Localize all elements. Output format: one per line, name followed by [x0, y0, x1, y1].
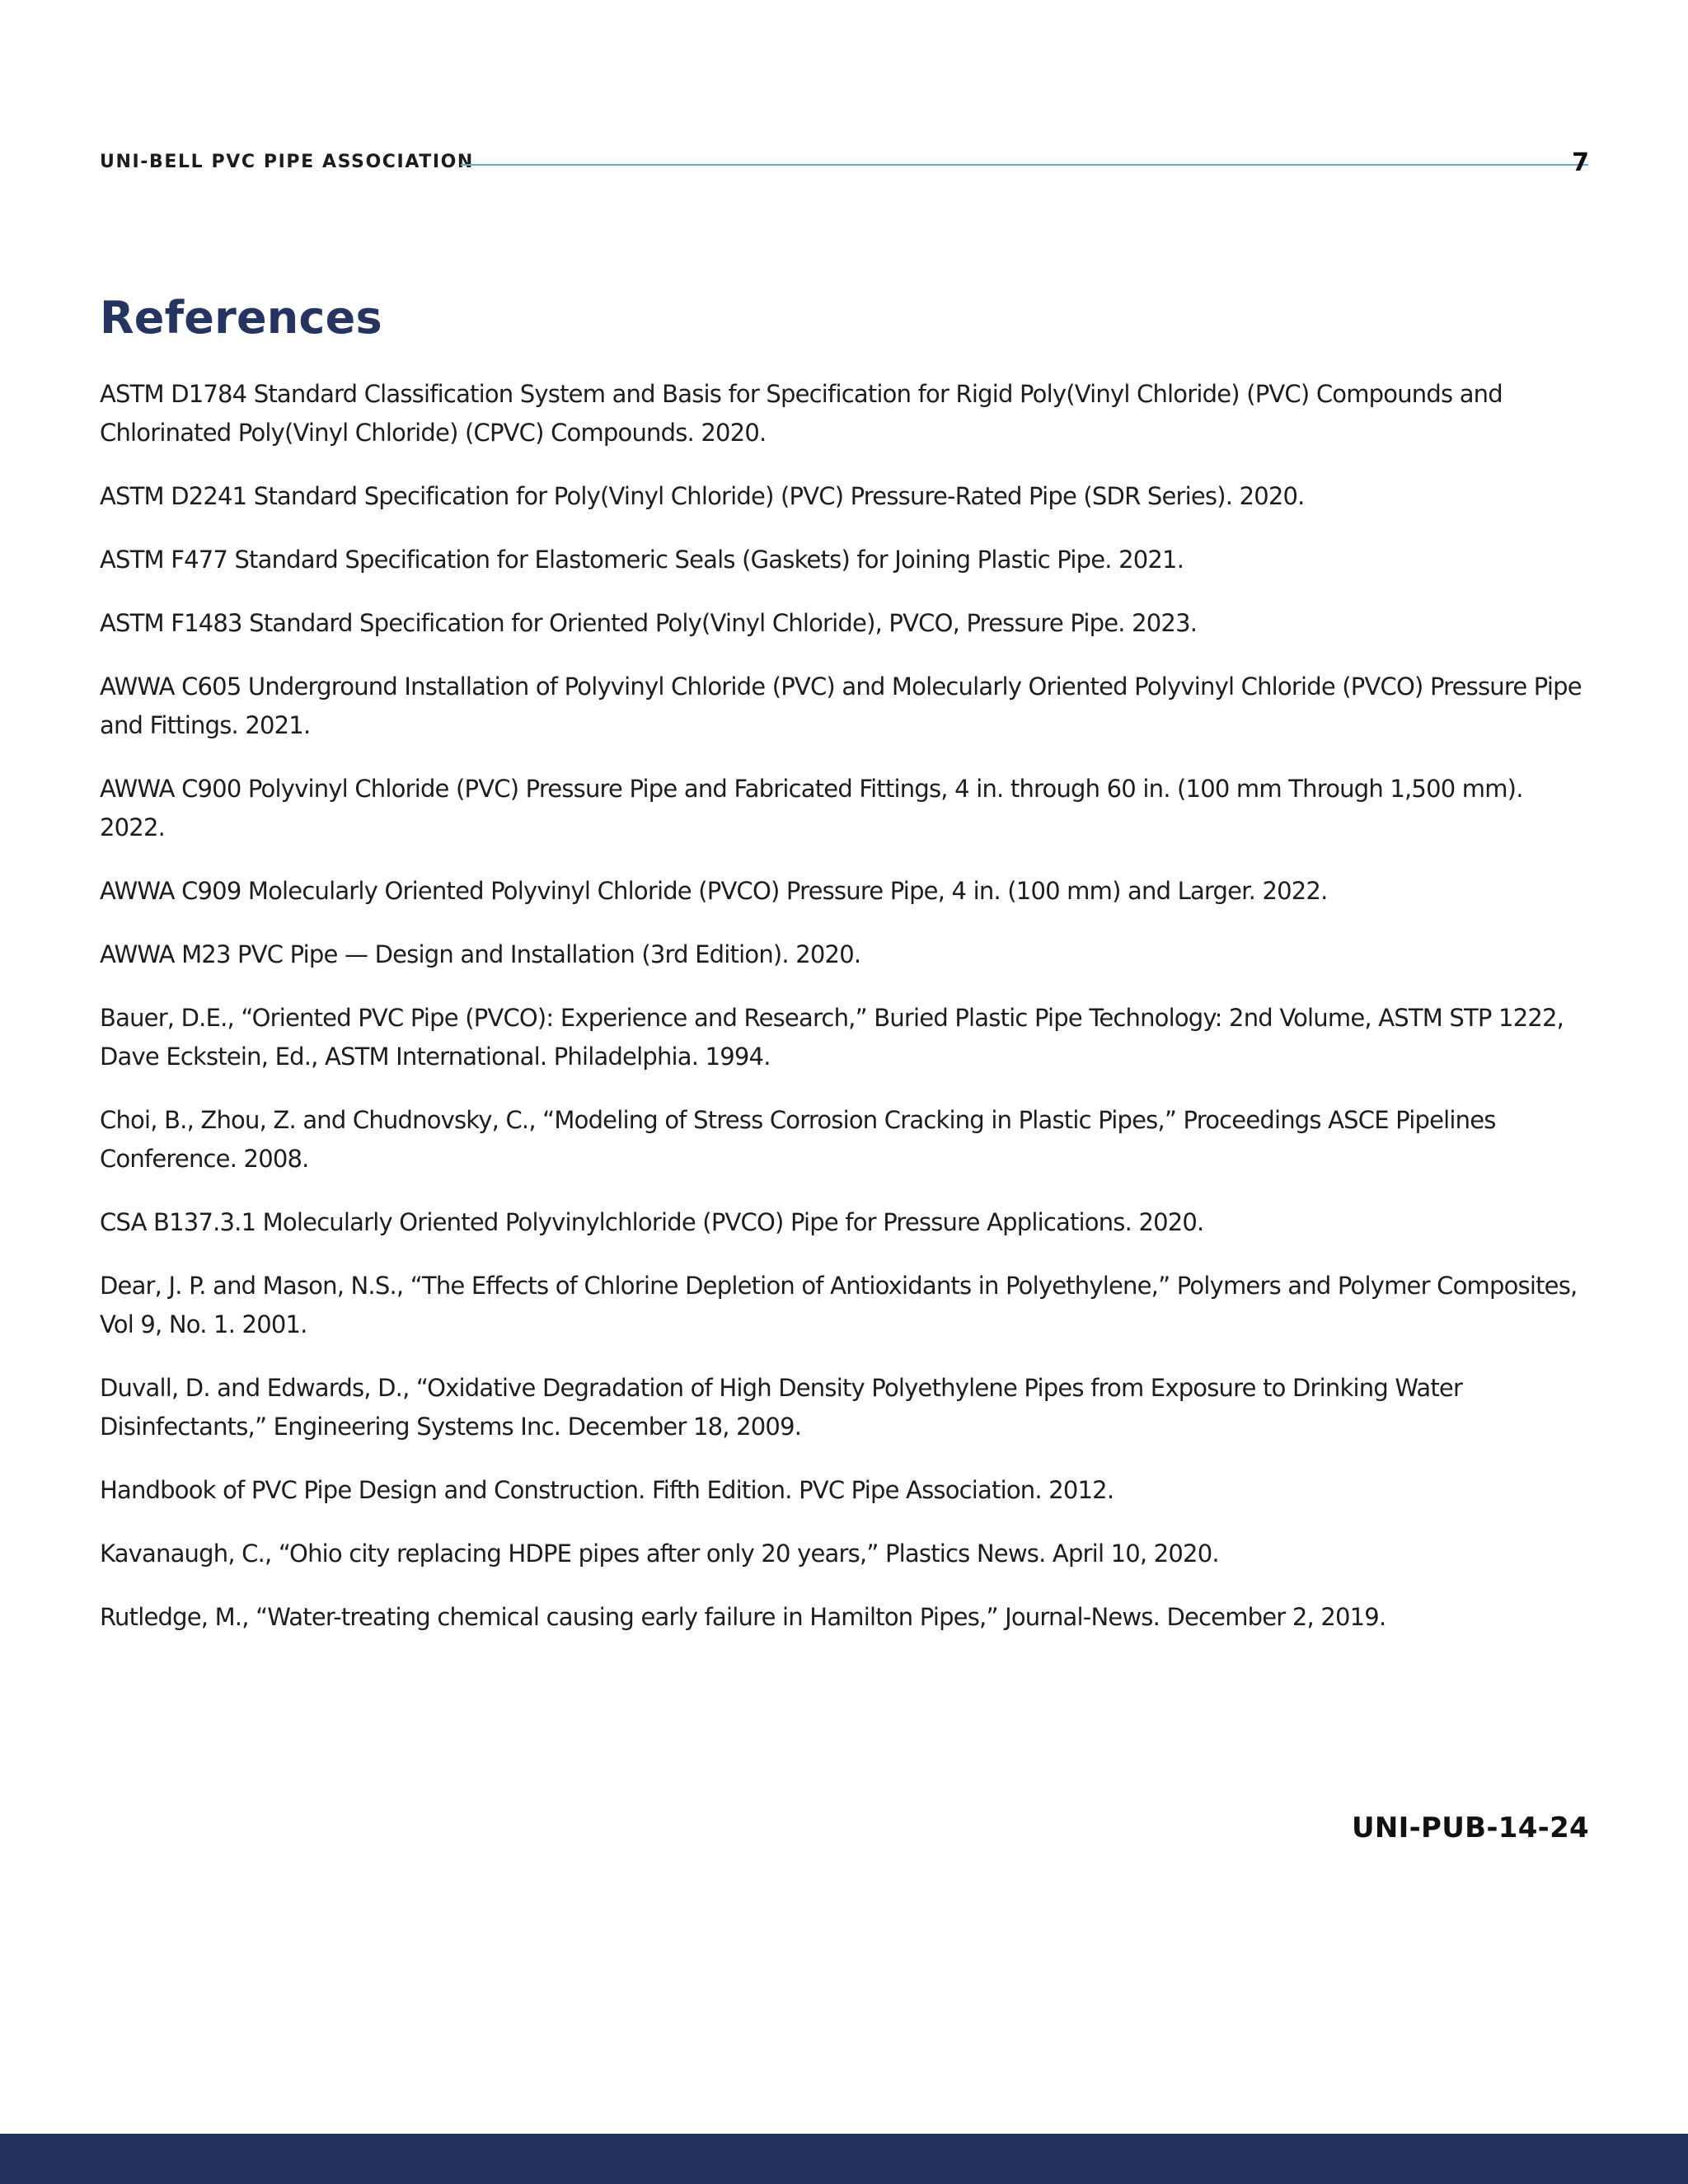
reference-item: Rutledge, M., “Water-treating chemical causing early failure in Hamilton Pipes,” Journal-News. December 2, 2019. — [100, 1603, 1386, 1631]
header-rule — [461, 164, 1588, 166]
reference-item: CSA B137.3.1 Molecularly Oriented Polyvinylchloride (PVCO) Pipe for Pressure Applications. 2020. — [100, 1208, 1204, 1236]
reference-item: AWWA M23 PVC Pipe — Design and Installation (3rd Edition). 2020. — [100, 940, 861, 968]
reference-item: ASTM D1784 Standard Classification System and Basis for Specification for Rigid Poly(Vinyl Chloride) (PVC) Compounds and Chlorinated Poly(Vinyl Chloride) (CPVC) Compounds. 2020. — [100, 380, 1503, 447]
references-heading: References — [100, 292, 382, 344]
reference-item: AWWA C900 Polyvinyl Chloride (PVC) Pressure Pipe and Fabricated Fittings, 4 in. through 60 in. (100 mm Through 1,500 mm). 2022. — [100, 775, 1523, 841]
organization-name: UNI-BELL PVC PIPE ASSOCIATION — [100, 152, 474, 172]
reference-item: AWWA C605 Underground Installation of Polyvinyl Chloride (PVC) and Molecularly Oriented Polyvinyl Chloride (PVCO) Pressure Pipe and Fittings. 2021. — [100, 673, 1582, 739]
reference-item: Choi, B., Zhou, Z. and Chudnovsky, C., “Modeling of Stress Corrosion Cracking in Plastic Pipes,” Proceedings ASCE Pipelines Conference. 2008. — [100, 1106, 1496, 1173]
reference-item: ASTM F1483 Standard Specification for Oriented Poly(Vinyl Chloride), PVCO, Pressure Pipe. 2023. — [100, 609, 1198, 637]
reference-item: AWWA C909 Molecularly Oriented Polyvinyl Chloride (PVCO) Pressure Pipe, 4 in. (100 mm) and Larger. 2022. — [100, 877, 1328, 905]
footer-band — [0, 2134, 1688, 2184]
document-code: UNI-PUB-14-24 — [1351, 1811, 1589, 1844]
references-list — [100, 375, 1590, 1661]
reference-item: Handbook of PVC Pipe Design and Construction. Fifth Edition. PVC Pipe Association. 2012. — [100, 1476, 1114, 1504]
reference-item: ASTM F477 Standard Specification for Elastomeric Seals (Gaskets) for Joining Plastic Pipe. 2021. — [100, 546, 1184, 574]
reference-item: Bauer, D.E., “Oriented PVC Pipe (PVCO): Experience and Research,” Buried Plastic Pipe Technology: 2nd Volume, ASTM STP 1222, Dave Eckstein, Ed., ASTM International. Philadelphia. 1994. — [100, 1004, 1564, 1071]
reference-item: Dear, J. P. and Mason, N.S., “The Effects of Chlorine Depletion of Antioxidants in Polyethylene,” Polymers and Polymer Composites, Vol 9, No. 1. 2001. — [100, 1272, 1578, 1338]
reference-item: ASTM D2241 Standard Specification for Poly(Vinyl Chloride) (PVC) Pressure-Rated Pipe (SDR Series). 2020. — [100, 482, 1305, 510]
reference-item: Duvall, D. and Edwards, D., “Oxidative Degradation of High Density Polyethylene Pipes from Exposure to Drinking Water Disinfectants,” Engineering Systems Inc. December 18, 2009. — [100, 1374, 1463, 1441]
page-header — [100, 147, 1589, 183]
page-number: 7 — [1572, 148, 1589, 177]
reference-item: Kavanaugh, C., “Ohio city replacing HDPE pipes after only 20 years,” Plastics News. April 10, 2020. — [100, 1540, 1219, 1568]
